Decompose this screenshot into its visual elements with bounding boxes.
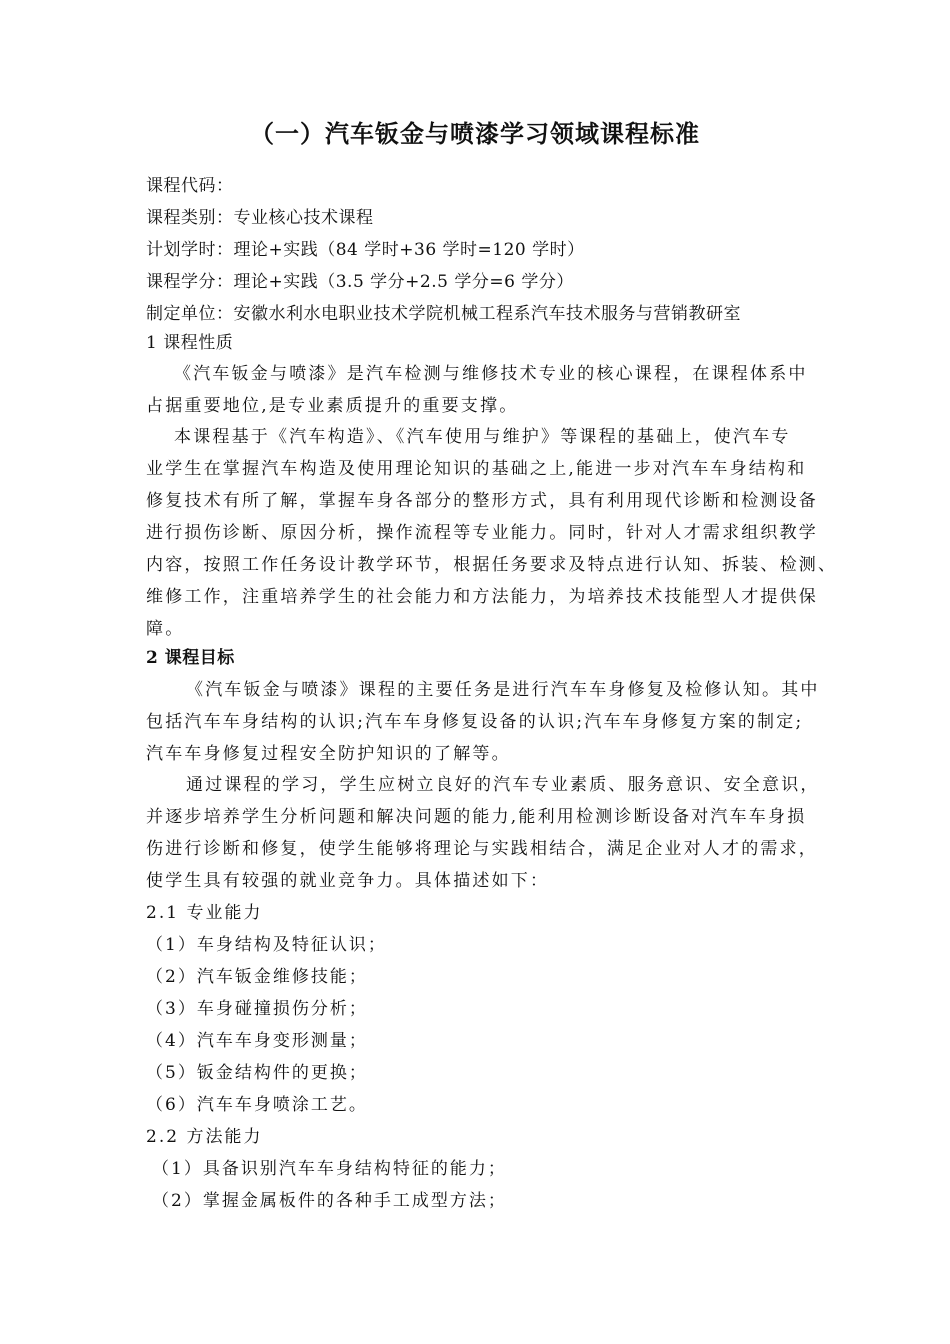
list-item: （4）汽车车身变形测量；	[146, 1031, 368, 1051]
subsection-2-1-heading: 2.1 专业能力	[146, 903, 263, 923]
paragraph-line: 伤进行诊断和修复，使学生能够将理论与实践相结合，满足企业对人才的需求，	[146, 839, 818, 859]
paragraph-line: 占据重要地位,是专业素质提升的重要支撑。	[146, 396, 519, 416]
course-unit: 制定单位：安徽水利水电职业技术学院机械工程系汽车技术服务与营销教研室	[146, 304, 741, 324]
paragraph-line: 维修工作，注重培养学生的社会能力和方法能力，为培养技术技能型人才提供保	[146, 587, 818, 607]
paragraph-line: 内容，按照工作任务设计教学环节，根据任务要求及特点进行认知、拆装、检测、	[146, 555, 838, 575]
paragraph-line: 包括汽车车身结构的认识;汽车车身修复设备的认识;汽车车身修复方案的制定;	[146, 712, 804, 732]
course-code: 课程代码：	[146, 176, 234, 196]
document-title: （一）汽车钣金与喷漆学习领域课程标准	[250, 120, 700, 148]
section-1-heading: 1 课程性质	[146, 333, 234, 353]
paragraph-line: 汽车车身修复过程安全防护知识的了解等。	[146, 744, 511, 764]
paragraph-line: 业学生在掌握汽车构造及使用理论知识的基础之上,能进一步对汽车车身结构和	[146, 459, 807, 479]
list-item: （2）汽车钣金维修技能；	[146, 967, 368, 987]
section-2-heading: 2 课程目标	[146, 648, 235, 668]
list-item: （2）掌握金属板件的各种手工成型方法；	[152, 1191, 507, 1211]
list-item: （5）钣金结构件的更换；	[146, 1063, 368, 1083]
list-item: （1）具备识别汽车车身结构特征的能力；	[152, 1159, 507, 1179]
list-item: （3）车身碰撞损伤分析；	[146, 999, 368, 1019]
paragraph-line: 并逐步培养学生分析问题和解决问题的能力,能利用检测诊断设备对汽车车身损	[146, 807, 807, 827]
paragraph-line: 通过课程的学习，学生应树立良好的汽车专业素质、服务意识、安全意识，	[186, 775, 820, 795]
paragraph-line: 《汽车钣金与喷漆》课程的主要任务是进行汽车车身修复及检修认知。其中	[186, 680, 820, 700]
list-item: （1）车身结构及特征认识；	[146, 935, 387, 955]
paragraph-line: 障。	[146, 619, 185, 639]
course-credits: 课程学分：理论+实践（3.5 学分+2.5 学分=6 学分）	[146, 272, 574, 292]
course-type: 课程类别：专业核心技术课程	[146, 208, 374, 228]
paragraph-line: 进行损伤诊断、原因分析，操作流程等专业能力。同时，针对人才需求组织教学	[146, 523, 818, 543]
planned-hours: 计划学时：理论+实践（84 学时+36 学时=120 学时）	[146, 240, 585, 260]
paragraph-line: 修复技术有所了解，掌握车身各部分的整形方式，具有利用现代诊断和检测设备	[146, 491, 818, 511]
list-item: （6）汽车车身喷涂工艺。	[146, 1095, 368, 1115]
paragraph-line: 《汽车钣金与喷漆》是汽车检测与维修技术专业的核心课程，在课程体系中	[174, 364, 808, 384]
paragraph-line: 使学生具有较强的就业竞争力。具体描述如下：	[146, 871, 550, 891]
subsection-2-2-heading: 2.2 方法能力	[146, 1127, 263, 1147]
paragraph-line: 本课程基于《汽车构造》、《汽车使用与维护》等课程的基础上，使汽车专	[174, 427, 791, 447]
